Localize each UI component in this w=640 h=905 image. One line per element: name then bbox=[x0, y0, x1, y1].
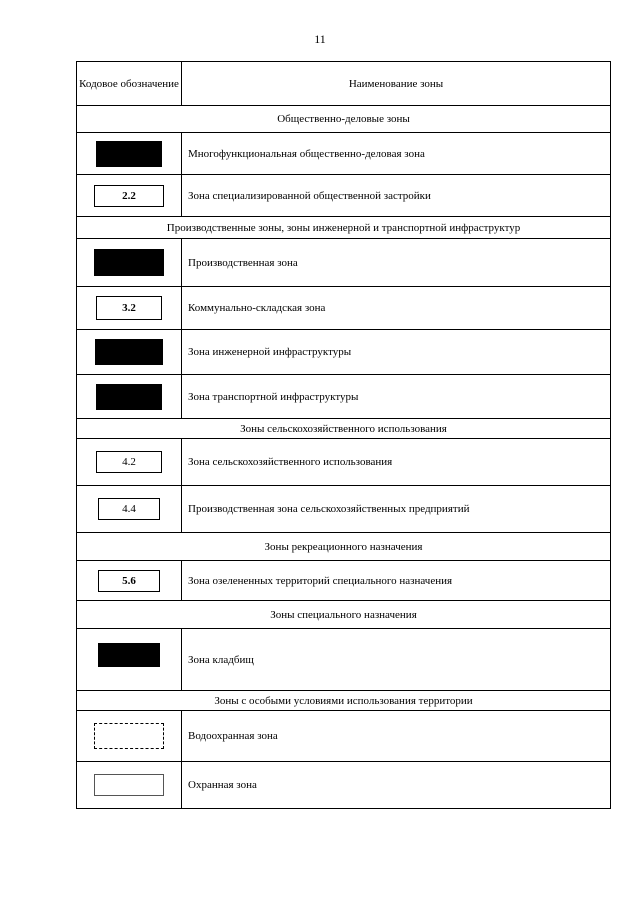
zone-row bbox=[77, 439, 611, 486]
section-row bbox=[77, 217, 611, 239]
zone-row bbox=[77, 133, 611, 175]
zone-code-cell bbox=[77, 175, 182, 217]
zone-name: Зона кладбищ bbox=[182, 629, 611, 691]
zone-legend-table bbox=[76, 61, 611, 809]
zone-swatch bbox=[95, 339, 163, 365]
section-row bbox=[77, 533, 611, 561]
zone-code-cell bbox=[77, 561, 182, 601]
page-number: 11 bbox=[314, 32, 326, 46]
zone-name: Зона транспортной инфраструктуры bbox=[182, 375, 611, 419]
zone-swatch bbox=[96, 141, 162, 167]
zone-swatch: 4.4 bbox=[98, 498, 160, 520]
zone-swatch bbox=[94, 774, 164, 796]
zone-swatch bbox=[94, 723, 164, 749]
section-title: Зоны специального назначения bbox=[77, 601, 611, 629]
zone-swatch: 5.6 bbox=[98, 570, 160, 592]
zone-code-cell bbox=[77, 239, 182, 287]
zone-name: Зона сельскохозяйственного использования bbox=[182, 439, 611, 486]
zone-name: Зона специализированной общественной застройки bbox=[182, 175, 611, 217]
zone-name: Производственная зона bbox=[182, 239, 611, 287]
zone-swatch bbox=[94, 249, 164, 276]
zone-code-cell bbox=[77, 486, 182, 533]
zone-row bbox=[77, 711, 611, 762]
zone-name: Охранная зона bbox=[182, 762, 611, 809]
section-title: Зоны рекреационного назначения bbox=[77, 533, 611, 561]
section-title: Зоны сельскохозяйственного использования bbox=[77, 419, 611, 439]
zone-row bbox=[77, 762, 611, 809]
section-row bbox=[77, 601, 611, 629]
zone-swatch: 4.2 bbox=[96, 451, 162, 473]
zone-row bbox=[77, 629, 611, 691]
zone-swatch: 3.2 bbox=[96, 296, 162, 320]
zone-code-cell bbox=[77, 439, 182, 486]
zone-row bbox=[77, 239, 611, 287]
zone-name: Зона инженерной инфраструктуры bbox=[182, 330, 611, 375]
zone-swatch bbox=[98, 643, 160, 667]
header-row bbox=[77, 62, 611, 106]
zone-row bbox=[77, 561, 611, 601]
header-code: Кодовое обозначение bbox=[77, 62, 182, 106]
zone-name: Водоохранная зона bbox=[182, 711, 611, 762]
section-row bbox=[77, 691, 611, 711]
zone-name: Многофункциональная общественно-деловая зона bbox=[182, 133, 611, 175]
section-title: Общественно-деловые зоны bbox=[77, 106, 611, 133]
section-row bbox=[77, 106, 611, 133]
zone-row bbox=[77, 486, 611, 533]
zone-code-cell bbox=[77, 762, 182, 809]
zone-code-cell bbox=[77, 287, 182, 330]
zone-code-cell bbox=[77, 330, 182, 375]
zone-code-cell bbox=[77, 711, 182, 762]
zone-swatch bbox=[96, 384, 162, 410]
header-name: Наименование зоны bbox=[182, 62, 611, 106]
zone-name: Зона озелененных территорий специального назначения bbox=[182, 561, 611, 601]
zone-row bbox=[77, 175, 611, 217]
zone-row bbox=[77, 375, 611, 419]
zone-row bbox=[77, 330, 611, 375]
section-row bbox=[77, 419, 611, 439]
zone-name: Коммунально-складская зона bbox=[182, 287, 611, 330]
zone-code-cell bbox=[77, 133, 182, 175]
zone-row bbox=[77, 287, 611, 330]
zone-name: Производственная зона сельскохозяйственных предприятий bbox=[182, 486, 611, 533]
zone-code-cell bbox=[77, 629, 182, 691]
zone-code-cell bbox=[77, 375, 182, 419]
section-title: Производственные зоны, зоны инженерной и транспортной инфраструктур bbox=[77, 217, 611, 239]
zone-swatch: 2.2 bbox=[94, 185, 164, 207]
section-title: Зоны с особыми условиями использования территории bbox=[77, 691, 611, 711]
